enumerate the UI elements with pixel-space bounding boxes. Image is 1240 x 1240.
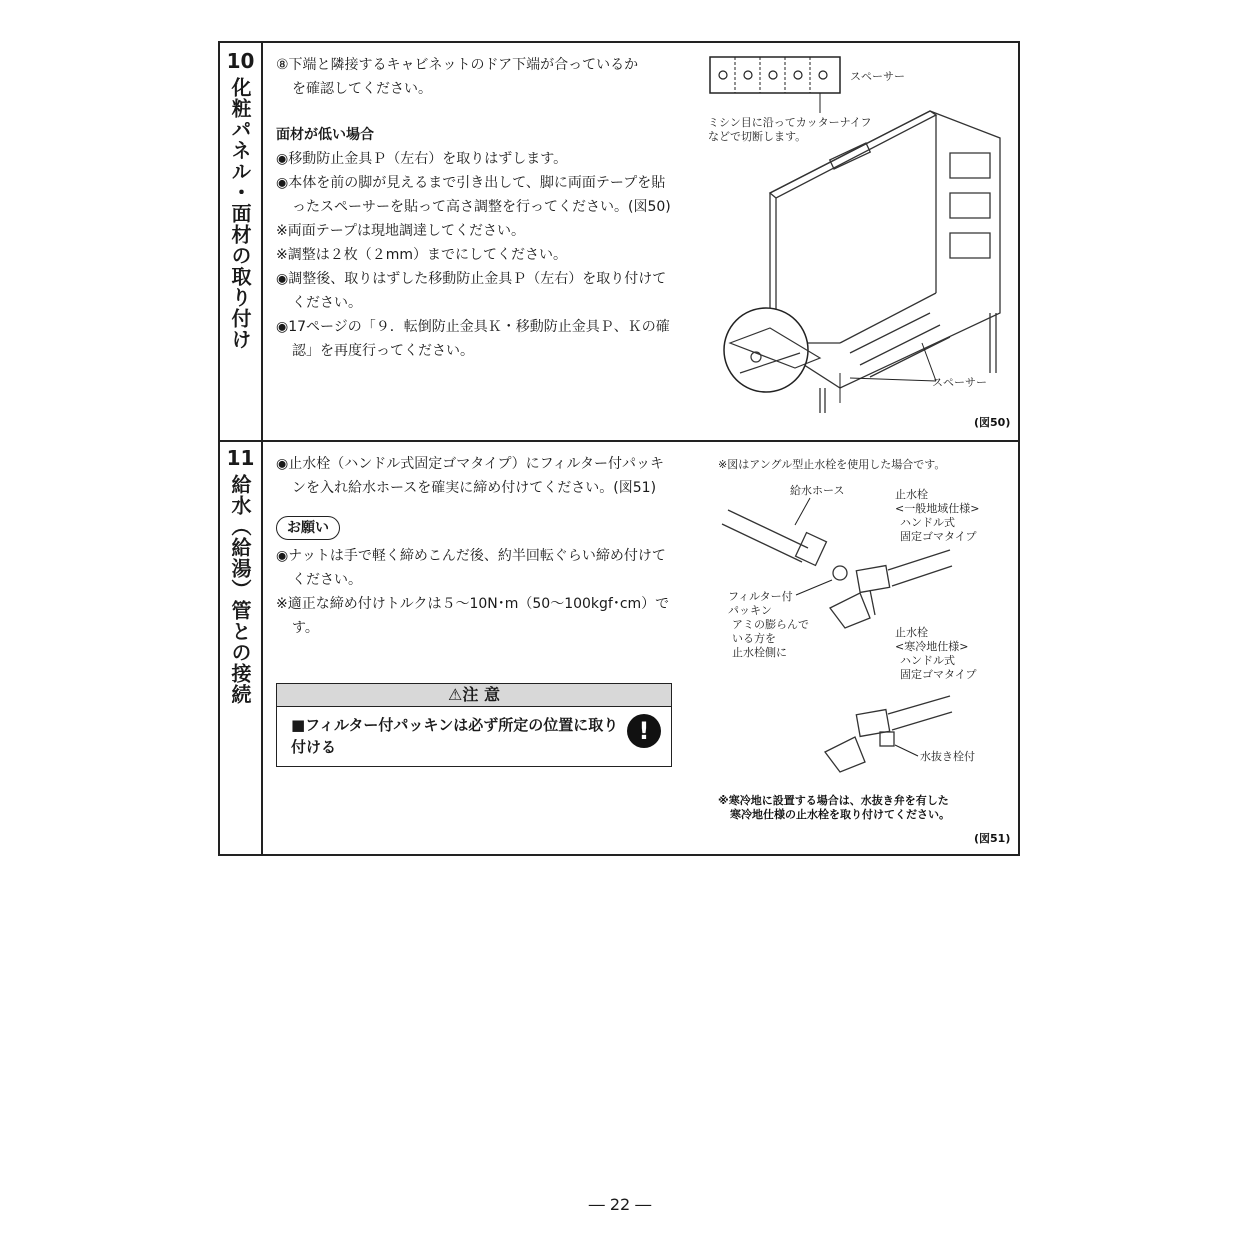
valve1-label: 固定ゴマタイプ <box>900 530 977 543</box>
hose <box>722 510 847 580</box>
exclamation-icon: ! <box>627 714 661 748</box>
section-11-sidebar <box>220 440 263 854</box>
list-item: ◉調整後、取りはずした移動防止金具Ｐ（左右）を取り付けてください。 <box>276 271 667 311</box>
filter-label: パッキン <box>728 604 772 617</box>
spacer-label-2: スペーサー <box>932 376 987 389</box>
figure-caption: (図50) <box>974 416 1011 429</box>
caution-title: ⚠注 意 <box>277 684 671 707</box>
caution-text: ■フィルター付パッキンは必ず所定の位置に取り付ける <box>291 716 619 756</box>
valve2-label: ハンドル式 <box>900 654 955 667</box>
list-item: ◉止水栓（ハンドル式固定ゴマタイプ）にフィルター付パッキンを入れ給水ホースを確実に締め付けてください。(図51) <box>276 456 664 496</box>
section-11 <box>220 440 1018 854</box>
section-10-text <box>276 53 676 363</box>
list-item: ◉ナットは手で軽く締めこんだ後、約半回転ぐらい締め付けてください。 <box>276 548 666 588</box>
valve1-label: ハンドル式 <box>900 516 955 529</box>
valve-illustration <box>700 440 1020 852</box>
cut-note: などで切断します。 <box>708 130 807 143</box>
section-title: 給水（給湯）管との接続 <box>228 474 252 705</box>
caution-box <box>276 683 672 767</box>
list-item: ※両面テープは現地調達してください。 <box>276 223 526 239</box>
figure-note: ※図はアングル型止水栓を使用した場合です。 <box>718 458 946 471</box>
list-item: ※調整は２枚（２mm）までにしてください。 <box>276 247 568 263</box>
filter-label: アミの膨らんで <box>732 618 809 631</box>
section-number: 11 <box>226 446 255 470</box>
spacer-label: スペーサー <box>850 70 905 83</box>
filter-label: フィルター付 <box>728 590 793 603</box>
filter-label: いる方を <box>732 632 776 645</box>
list-item: ※適正な締め付けトルクは５～10N･m（50～100kgf･cm）です。 <box>276 596 670 636</box>
page-number: ― 22 ― <box>588 1195 652 1214</box>
figure-caption: (図51) <box>974 832 1011 845</box>
valve2-label: 固定ゴマタイプ <box>900 668 977 681</box>
valve1-label: 止水栓 <box>895 488 928 501</box>
valve2-label: <寒冷地仕様> <box>895 640 969 653</box>
valve2-label: 止水栓 <box>895 626 928 639</box>
list-item: ◉本体を前の脚が見えるまで引き出して、脚に両面テープを貼ったスペーサーを貼って高さ調整を行ってください。(図50) <box>276 175 671 215</box>
text-line: ⑧下端と隣接するキャビネットのドア下端が合っているか <box>276 57 639 73</box>
instruction-table <box>218 41 1020 856</box>
figure-50 <box>700 43 1020 440</box>
dishwasher-illustration <box>700 43 1020 438</box>
request-badge: お願い <box>276 516 340 540</box>
figure-51 <box>700 440 1020 854</box>
section-10 <box>220 43 1018 442</box>
cold-note: ※寒冷地に設置する場合は、水抜き弁を有した <box>718 794 949 807</box>
section-11-text <box>276 452 676 640</box>
valve-general <box>830 550 952 628</box>
drain-label: 水抜き栓付 <box>920 750 975 763</box>
text-line: を確認してください。 <box>292 81 432 97</box>
valve1-label: <一般地域仕様> <box>895 502 980 515</box>
section-title: 化粧パネル・面材の取り付け <box>228 77 252 350</box>
cold-note: 寒冷地仕様の止水栓を取り付けてください。 <box>730 808 950 821</box>
hose-label: 給水ホース <box>790 484 845 497</box>
section-10-sidebar <box>220 43 263 440</box>
list-item: ◉17ページの「９．転倒防止金具Ｋ・移動防止金具Ｐ、Ｋの確認」を再度行ってください。 <box>276 319 670 359</box>
list-item: ◉移動防止金具Ｐ（左右）を取りはずします。 <box>276 151 568 167</box>
cut-note: ミシン目に沿ってカッターナイフ <box>708 116 872 129</box>
section-number: 10 <box>226 49 255 73</box>
filter-label: 止水栓側に <box>732 646 787 659</box>
zoom-circle <box>724 308 808 392</box>
subheading: 面材が低い場合 <box>276 127 374 143</box>
spacer-strip <box>710 57 840 93</box>
